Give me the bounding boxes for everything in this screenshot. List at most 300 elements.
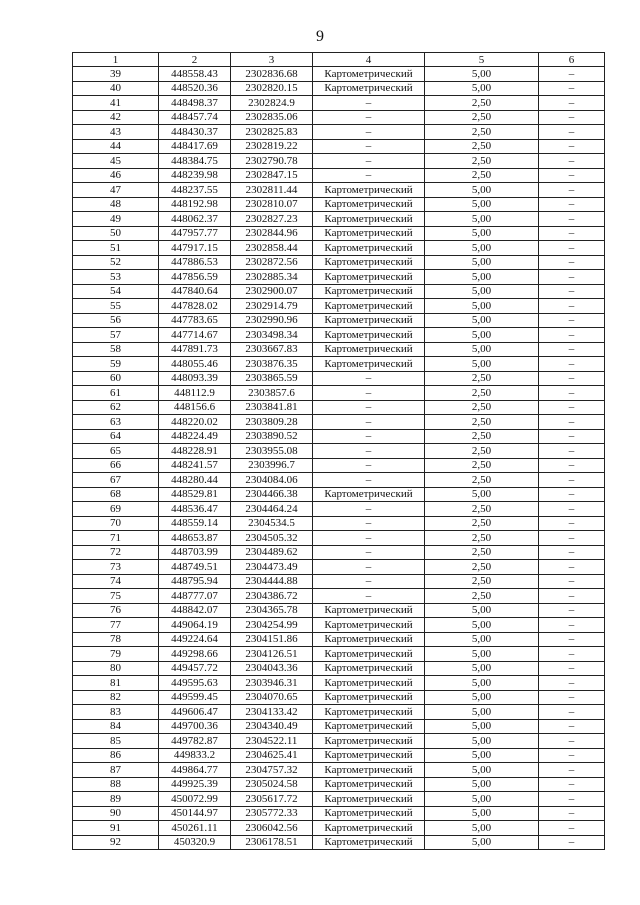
point-number-cell: 43 <box>73 125 159 140</box>
table-row <box>73 313 605 328</box>
note-cell: – <box>539 444 605 459</box>
note-cell: – <box>539 139 605 154</box>
x-coordinate-cell: 448520.36 <box>159 81 231 96</box>
x-coordinate-cell: 448062.37 <box>159 212 231 227</box>
method-cell: Картометрический <box>313 647 425 662</box>
point-number-cell: 57 <box>73 328 159 343</box>
y-coordinate-cell: 2303876.35 <box>231 357 313 372</box>
note-cell: – <box>539 560 605 575</box>
method-cell: Картометрический <box>313 763 425 778</box>
point-number-cell: 72 <box>73 545 159 560</box>
method-cell: Картометрический <box>313 734 425 749</box>
table-row <box>73 719 605 734</box>
note-cell: – <box>539 255 605 270</box>
y-coordinate-cell: 2302885.34 <box>231 270 313 285</box>
point-number-cell: 58 <box>73 342 159 357</box>
table-row <box>73 212 605 227</box>
y-coordinate-cell: 2303857.6 <box>231 386 313 401</box>
table-row <box>73 545 605 560</box>
y-coordinate-cell: 2302825.83 <box>231 125 313 140</box>
table-row <box>73 560 605 575</box>
accuracy-cell: 5,00 <box>425 835 539 850</box>
note-cell: – <box>539 81 605 96</box>
x-coordinate-cell: 448529.81 <box>159 487 231 502</box>
point-number-cell: 82 <box>73 690 159 705</box>
point-number-cell: 49 <box>73 212 159 227</box>
note-cell: – <box>539 516 605 531</box>
accuracy-cell: 5,00 <box>425 821 539 836</box>
method-cell: – <box>313 154 425 169</box>
y-coordinate-cell: 2305617.72 <box>231 792 313 807</box>
accuracy-cell: 5,00 <box>425 299 539 314</box>
note-cell: – <box>539 705 605 720</box>
method-cell: Картометрический <box>313 197 425 212</box>
y-coordinate-cell: 2304386.72 <box>231 589 313 604</box>
x-coordinate-cell: 450320.9 <box>159 835 231 850</box>
x-coordinate-cell: 449606.47 <box>159 705 231 720</box>
point-number-cell: 79 <box>73 647 159 662</box>
point-number-cell: 61 <box>73 386 159 401</box>
point-number-cell: 92 <box>73 835 159 850</box>
note-cell: – <box>539 371 605 386</box>
y-coordinate-cell: 2302847.15 <box>231 168 313 183</box>
point-number-cell: 62 <box>73 400 159 415</box>
note-cell: – <box>539 647 605 662</box>
accuracy-cell: 5,00 <box>425 226 539 241</box>
x-coordinate-cell: 447783.65 <box>159 313 231 328</box>
note-cell: – <box>539 763 605 778</box>
x-coordinate-cell: 449224.64 <box>159 632 231 647</box>
method-cell: – <box>313 371 425 386</box>
note-cell: – <box>539 473 605 488</box>
method-cell: Картометрический <box>313 821 425 836</box>
y-coordinate-cell: 2304084.06 <box>231 473 313 488</box>
accuracy-cell: 2,50 <box>425 589 539 604</box>
x-coordinate-cell: 447840.64 <box>159 284 231 299</box>
point-number-cell: 71 <box>73 531 159 546</box>
table-row <box>73 110 605 125</box>
note-cell: – <box>539 690 605 705</box>
table-row <box>73 67 605 82</box>
accuracy-cell: 5,00 <box>425 67 539 82</box>
y-coordinate-cell: 2302819.22 <box>231 139 313 154</box>
point-number-cell: 48 <box>73 197 159 212</box>
note-cell: – <box>539 168 605 183</box>
accuracy-cell: 5,00 <box>425 763 539 778</box>
table-row <box>73 531 605 546</box>
accuracy-cell: 5,00 <box>425 197 539 212</box>
method-cell: Картометрический <box>313 487 425 502</box>
x-coordinate-cell: 448558.43 <box>159 67 231 82</box>
table-row <box>73 792 605 807</box>
table-row <box>73 96 605 111</box>
y-coordinate-cell: 2304126.51 <box>231 647 313 662</box>
table-row <box>73 748 605 763</box>
table-row <box>73 516 605 531</box>
note-cell: – <box>539 748 605 763</box>
x-coordinate-cell: 448239.98 <box>159 168 231 183</box>
point-number-cell: 56 <box>73 313 159 328</box>
accuracy-cell: 2,50 <box>425 473 539 488</box>
accuracy-cell: 5,00 <box>425 748 539 763</box>
accuracy-cell: 2,50 <box>425 531 539 546</box>
x-coordinate-cell: 448536.47 <box>159 502 231 517</box>
table-row <box>73 589 605 604</box>
x-coordinate-cell: 448192.98 <box>159 197 231 212</box>
y-coordinate-cell: 2303890.52 <box>231 429 313 444</box>
x-coordinate-cell: 448559.14 <box>159 516 231 531</box>
method-cell: – <box>313 589 425 604</box>
point-number-cell: 40 <box>73 81 159 96</box>
x-coordinate-cell: 448457.74 <box>159 110 231 125</box>
accuracy-cell: 2,50 <box>425 502 539 517</box>
accuracy-cell: 2,50 <box>425 125 539 140</box>
accuracy-cell: 5,00 <box>425 734 539 749</box>
accuracy-cell: 2,50 <box>425 560 539 575</box>
table-row <box>73 632 605 647</box>
table-row <box>73 444 605 459</box>
y-coordinate-cell: 2303946.31 <box>231 676 313 691</box>
method-cell: – <box>313 415 425 430</box>
point-number-cell: 83 <box>73 705 159 720</box>
accuracy-cell: 5,00 <box>425 241 539 256</box>
accuracy-cell: 5,00 <box>425 328 539 343</box>
x-coordinate-cell: 449700.36 <box>159 719 231 734</box>
table-row <box>73 415 605 430</box>
method-cell: Картометрический <box>313 270 425 285</box>
point-number-cell: 50 <box>73 226 159 241</box>
accuracy-cell: 5,00 <box>425 357 539 372</box>
note-cell: – <box>539 618 605 633</box>
point-number-cell: 77 <box>73 618 159 633</box>
note-cell: – <box>539 792 605 807</box>
table-row <box>73 357 605 372</box>
table-row <box>73 328 605 343</box>
point-number-cell: 80 <box>73 661 159 676</box>
accuracy-cell: 5,00 <box>425 270 539 285</box>
note-cell: – <box>539 400 605 415</box>
note-cell: – <box>539 734 605 749</box>
point-number-cell: 64 <box>73 429 159 444</box>
x-coordinate-cell: 448384.75 <box>159 154 231 169</box>
accuracy-cell: 2,50 <box>425 574 539 589</box>
table-row <box>73 81 605 96</box>
note-cell: – <box>539 589 605 604</box>
table-row <box>73 734 605 749</box>
y-coordinate-cell: 2304464.24 <box>231 502 313 517</box>
method-cell: Картометрический <box>313 676 425 691</box>
accuracy-cell: 2,50 <box>425 429 539 444</box>
method-cell: Картометрический <box>313 342 425 357</box>
point-number-cell: 51 <box>73 241 159 256</box>
accuracy-cell: 2,50 <box>425 168 539 183</box>
x-coordinate-cell: 448430.37 <box>159 125 231 140</box>
accuracy-cell: 5,00 <box>425 212 539 227</box>
accuracy-cell: 5,00 <box>425 777 539 792</box>
method-cell: Картометрический <box>313 792 425 807</box>
y-coordinate-cell: 2302835.06 <box>231 110 313 125</box>
table-row <box>73 183 605 198</box>
accuracy-cell: 5,00 <box>425 603 539 618</box>
note-cell: – <box>539 67 605 82</box>
y-coordinate-cell: 2304625.41 <box>231 748 313 763</box>
y-coordinate-cell: 2302836.68 <box>231 67 313 82</box>
table-row <box>73 400 605 415</box>
method-cell: – <box>313 545 425 560</box>
note-cell: – <box>539 357 605 372</box>
table-row <box>73 806 605 821</box>
method-cell: – <box>313 168 425 183</box>
column-header-1: 1 <box>73 53 159 67</box>
x-coordinate-cell: 448749.51 <box>159 560 231 575</box>
table-row <box>73 284 605 299</box>
y-coordinate-cell: 2302827.23 <box>231 212 313 227</box>
note-cell: – <box>539 154 605 169</box>
y-coordinate-cell: 2304043.36 <box>231 661 313 676</box>
method-cell: Картометрический <box>313 241 425 256</box>
note-cell: – <box>539 777 605 792</box>
point-number-cell: 81 <box>73 676 159 691</box>
point-number-cell: 87 <box>73 763 159 778</box>
x-coordinate-cell: 447957.77 <box>159 226 231 241</box>
point-number-cell: 76 <box>73 603 159 618</box>
y-coordinate-cell: 2306178.51 <box>231 835 313 850</box>
note-cell: – <box>539 719 605 734</box>
y-coordinate-cell: 2302790.78 <box>231 154 313 169</box>
note-cell: – <box>539 226 605 241</box>
note-cell: – <box>539 502 605 517</box>
point-number-cell: 63 <box>73 415 159 430</box>
table-row <box>73 647 605 662</box>
table-row <box>73 618 605 633</box>
y-coordinate-cell: 2302824.9 <box>231 96 313 111</box>
x-coordinate-cell: 447828.02 <box>159 299 231 314</box>
x-coordinate-cell: 449457.72 <box>159 661 231 676</box>
x-coordinate-cell: 447917.15 <box>159 241 231 256</box>
table-row <box>73 139 605 154</box>
y-coordinate-cell: 2304133.42 <box>231 705 313 720</box>
table-row <box>73 676 605 691</box>
column-header-5: 5 <box>425 53 539 67</box>
y-coordinate-cell: 2302844.96 <box>231 226 313 241</box>
note-cell: – <box>539 415 605 430</box>
method-cell: Картометрический <box>313 313 425 328</box>
note-cell: – <box>539 545 605 560</box>
accuracy-cell: 5,00 <box>425 690 539 705</box>
x-coordinate-cell: 450144.97 <box>159 806 231 821</box>
x-coordinate-cell: 448417.69 <box>159 139 231 154</box>
table-row <box>73 661 605 676</box>
accuracy-cell: 2,50 <box>425 545 539 560</box>
y-coordinate-cell: 2302872.56 <box>231 255 313 270</box>
y-coordinate-cell: 2304151.86 <box>231 632 313 647</box>
x-coordinate-cell: 448842.07 <box>159 603 231 618</box>
table-row <box>73 429 605 444</box>
method-cell: Картометрический <box>313 357 425 372</box>
accuracy-cell: 5,00 <box>425 183 539 198</box>
table-row <box>73 342 605 357</box>
x-coordinate-cell: 449064.19 <box>159 618 231 633</box>
note-cell: – <box>539 125 605 140</box>
method-cell: Картометрический <box>313 806 425 821</box>
point-number-cell: 42 <box>73 110 159 125</box>
x-coordinate-cell: 447714.67 <box>159 328 231 343</box>
note-cell: – <box>539 299 605 314</box>
method-cell: Картометрический <box>313 603 425 618</box>
accuracy-cell: 2,50 <box>425 154 539 169</box>
note-cell: – <box>539 241 605 256</box>
method-cell: – <box>313 125 425 140</box>
x-coordinate-cell: 447886.53 <box>159 255 231 270</box>
note-cell: – <box>539 284 605 299</box>
x-coordinate-cell: 449298.66 <box>159 647 231 662</box>
accuracy-cell: 5,00 <box>425 284 539 299</box>
method-cell: Картометрический <box>313 299 425 314</box>
method-cell: Картометрический <box>313 835 425 850</box>
note-cell: – <box>539 270 605 285</box>
method-cell: Картометрический <box>313 212 425 227</box>
table-row <box>73 458 605 473</box>
table-row <box>73 255 605 270</box>
method-cell: Картометрический <box>313 719 425 734</box>
y-coordinate-cell: 2303996.7 <box>231 458 313 473</box>
y-coordinate-cell: 2303498.34 <box>231 328 313 343</box>
point-number-cell: 53 <box>73 270 159 285</box>
table-row <box>73 487 605 502</box>
point-number-cell: 73 <box>73 560 159 575</box>
y-coordinate-cell: 2303955.08 <box>231 444 313 459</box>
point-number-cell: 41 <box>73 96 159 111</box>
y-coordinate-cell: 2302990.96 <box>231 313 313 328</box>
y-coordinate-cell: 2304757.32 <box>231 763 313 778</box>
y-coordinate-cell: 2304444.88 <box>231 574 313 589</box>
accuracy-cell: 2,50 <box>425 516 539 531</box>
x-coordinate-cell: 448498.37 <box>159 96 231 111</box>
x-coordinate-cell: 448220.02 <box>159 415 231 430</box>
table-body <box>73 53 605 850</box>
table-row <box>73 603 605 618</box>
point-number-cell: 88 <box>73 777 159 792</box>
table-row <box>73 371 605 386</box>
x-coordinate-cell: 448280.44 <box>159 473 231 488</box>
y-coordinate-cell: 2302820.15 <box>231 81 313 96</box>
note-cell: – <box>539 676 605 691</box>
x-coordinate-cell: 448224.49 <box>159 429 231 444</box>
accuracy-cell: 5,00 <box>425 676 539 691</box>
method-cell: – <box>313 458 425 473</box>
note-cell: – <box>539 835 605 850</box>
method-cell: Картометрический <box>313 690 425 705</box>
y-coordinate-cell: 2304365.78 <box>231 603 313 618</box>
y-coordinate-cell: 2304466.38 <box>231 487 313 502</box>
accuracy-cell: 2,50 <box>425 371 539 386</box>
note-cell: – <box>539 386 605 401</box>
note-cell: – <box>539 342 605 357</box>
note-cell: – <box>539 487 605 502</box>
point-number-cell: 67 <box>73 473 159 488</box>
note-cell: – <box>539 212 605 227</box>
method-cell: – <box>313 502 425 517</box>
x-coordinate-cell: 447891.73 <box>159 342 231 357</box>
method-cell: Картометрический <box>313 67 425 82</box>
x-coordinate-cell: 448237.55 <box>159 183 231 198</box>
note-cell: – <box>539 821 605 836</box>
x-coordinate-cell: 449864.77 <box>159 763 231 778</box>
accuracy-cell: 5,00 <box>425 487 539 502</box>
table-row <box>73 226 605 241</box>
x-coordinate-cell: 448653.87 <box>159 531 231 546</box>
method-cell: – <box>313 429 425 444</box>
accuracy-cell: 5,00 <box>425 618 539 633</box>
point-number-cell: 45 <box>73 154 159 169</box>
method-cell: Картометрический <box>313 183 425 198</box>
point-number-cell: 70 <box>73 516 159 531</box>
method-cell: – <box>313 400 425 415</box>
note-cell: – <box>539 574 605 589</box>
table-row <box>73 197 605 212</box>
x-coordinate-cell: 450261.11 <box>159 821 231 836</box>
method-cell: Картометрический <box>313 255 425 270</box>
method-cell: Картометрический <box>313 328 425 343</box>
method-cell: – <box>313 139 425 154</box>
y-coordinate-cell: 2302811.44 <box>231 183 313 198</box>
x-coordinate-cell: 448703.99 <box>159 545 231 560</box>
point-number-cell: 91 <box>73 821 159 836</box>
x-coordinate-cell: 449925.39 <box>159 777 231 792</box>
accuracy-cell: 2,50 <box>425 96 539 111</box>
x-coordinate-cell: 448228.91 <box>159 444 231 459</box>
x-coordinate-cell: 449833.2 <box>159 748 231 763</box>
point-number-cell: 46 <box>73 168 159 183</box>
table-row <box>73 835 605 850</box>
y-coordinate-cell: 2303841.81 <box>231 400 313 415</box>
x-coordinate-cell: 449595.63 <box>159 676 231 691</box>
point-number-cell: 68 <box>73 487 159 502</box>
method-cell: Картометрический <box>313 661 425 676</box>
x-coordinate-cell: 448777.07 <box>159 589 231 604</box>
table-row <box>73 299 605 314</box>
note-cell: – <box>539 197 605 212</box>
table-row <box>73 386 605 401</box>
accuracy-cell: 5,00 <box>425 313 539 328</box>
accuracy-cell: 2,50 <box>425 139 539 154</box>
x-coordinate-cell: 450072.99 <box>159 792 231 807</box>
note-cell: – <box>539 429 605 444</box>
method-cell: – <box>313 444 425 459</box>
table-header-row <box>73 53 605 67</box>
y-coordinate-cell: 2302810.07 <box>231 197 313 212</box>
method-cell: – <box>313 560 425 575</box>
method-cell: – <box>313 96 425 111</box>
accuracy-cell: 2,50 <box>425 110 539 125</box>
accuracy-cell: 5,00 <box>425 647 539 662</box>
method-cell: – <box>313 516 425 531</box>
note-cell: – <box>539 96 605 111</box>
x-coordinate-cell: 448112.9 <box>159 386 231 401</box>
point-number-cell: 39 <box>73 67 159 82</box>
method-cell: – <box>313 473 425 488</box>
accuracy-cell: 2,50 <box>425 458 539 473</box>
table-row <box>73 473 605 488</box>
column-header-6: 6 <box>539 53 605 67</box>
accuracy-cell: 2,50 <box>425 415 539 430</box>
page-number: 9 <box>316 28 324 45</box>
table-row <box>73 777 605 792</box>
y-coordinate-cell: 2302900.07 <box>231 284 313 299</box>
y-coordinate-cell: 2304522.11 <box>231 734 313 749</box>
y-coordinate-cell: 2303809.28 <box>231 415 313 430</box>
point-number-cell: 89 <box>73 792 159 807</box>
